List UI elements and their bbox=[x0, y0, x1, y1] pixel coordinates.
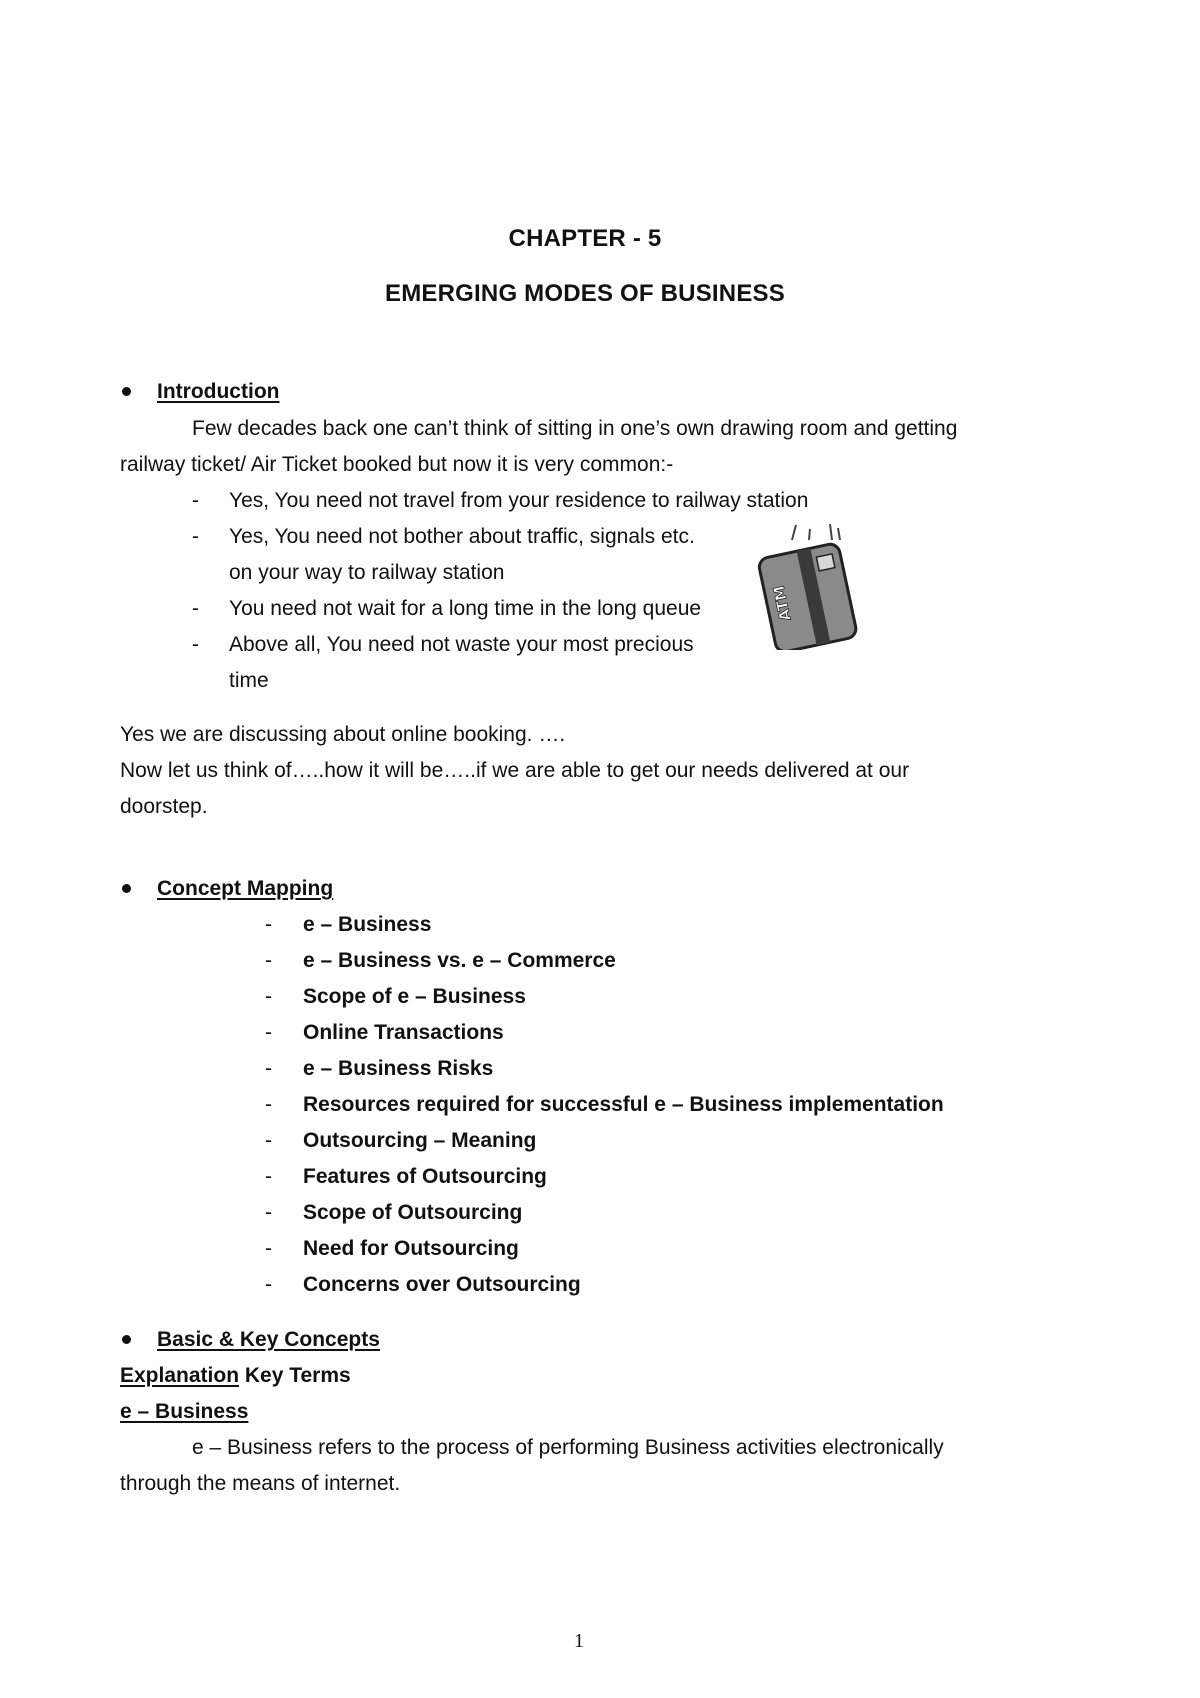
intro-point-continuation: on your way to railway station bbox=[229, 561, 505, 584]
dash-marker: - bbox=[192, 597, 199, 620]
dash-marker: - bbox=[265, 1165, 272, 1188]
definition-line-1: e – Business refers to the process of performing Business activities electronically bbox=[192, 1436, 944, 1459]
intro-paragraph-line-2: railway ticket/ Air Ticket booked but now it is very common:- bbox=[120, 453, 674, 476]
concept-mapping-heading: Concept Mapping bbox=[157, 877, 334, 900]
dash-marker: - bbox=[192, 525, 199, 548]
atm-label: ATM bbox=[769, 584, 795, 623]
chapter-label: CHAPTER - 5 bbox=[508, 225, 662, 252]
closing-line-2: Now let us think of…..how it will be…..if we are able to get our needs delivered at our bbox=[120, 759, 910, 782]
dash-marker: - bbox=[192, 489, 199, 512]
atm-card bbox=[758, 542, 858, 650]
dash-marker: - bbox=[265, 1021, 272, 1044]
introduction-heading: Introduction bbox=[157, 380, 280, 403]
intro-paragraph-line-1: Few decades back one can’t think of sitting in one’s own drawing room and getting bbox=[192, 417, 958, 440]
concept-item: e – Business Risks bbox=[303, 1057, 494, 1080]
concept-item: Need for Outsourcing bbox=[303, 1237, 519, 1260]
dash-marker: - bbox=[265, 985, 272, 1008]
dash-marker: - bbox=[192, 633, 199, 656]
concept-item: e – Business bbox=[303, 913, 432, 936]
intro-point: Yes, You need not travel from your residence to railway station bbox=[229, 489, 809, 512]
term-heading: e – Business bbox=[120, 1400, 249, 1423]
page-number: 1 bbox=[574, 1630, 584, 1652]
atm-card-image bbox=[752, 520, 862, 650]
bullet-icon bbox=[122, 884, 131, 893]
closing-line-1: Yes we are discussing about online booking. …. bbox=[120, 723, 566, 746]
dash-marker: - bbox=[265, 1093, 272, 1116]
intro-point: Above all, You need not waste your most precious bbox=[229, 633, 694, 656]
dash-marker: - bbox=[265, 1057, 272, 1080]
bullet-icon bbox=[122, 1335, 131, 1344]
dash-marker: - bbox=[265, 1201, 272, 1224]
dash-marker: - bbox=[265, 1237, 272, 1260]
concept-item: Features of Outsourcing bbox=[303, 1165, 547, 1188]
explanation-label: Explanation bbox=[120, 1364, 240, 1387]
concept-item: Concerns over Outsourcing bbox=[303, 1273, 581, 1296]
intro-point: You need not wait for a long time in the long queue bbox=[229, 597, 702, 620]
basic-concepts-heading: Basic & Key Concepts bbox=[157, 1328, 380, 1351]
explanation-key-terms bbox=[120, 1358, 351, 1394]
closing-line-3: doorstep. bbox=[120, 795, 208, 818]
chapter-title: EMERGING MODES OF BUSINESS bbox=[385, 280, 785, 307]
dash-marker: - bbox=[265, 949, 272, 972]
concept-item: Online Transactions bbox=[303, 1021, 504, 1044]
concept-item: e – Business vs. e – Commerce bbox=[303, 949, 616, 972]
concept-item: Resources required for successful e – Business implementation bbox=[303, 1093, 944, 1116]
concept-item: Outsourcing – Meaning bbox=[303, 1129, 537, 1152]
concept-item: Scope of Outsourcing bbox=[303, 1201, 523, 1224]
intro-point: Yes, You need not bother about traffic, signals etc. bbox=[229, 525, 695, 548]
dash-marker: - bbox=[265, 1129, 272, 1152]
key-terms-label: Key Terms bbox=[239, 1364, 351, 1387]
motion-lines bbox=[792, 524, 840, 540]
concept-item: Scope of e – Business bbox=[303, 985, 526, 1008]
intro-point-continuation: time bbox=[229, 669, 269, 692]
bullet-icon bbox=[122, 387, 131, 396]
dash-marker: - bbox=[265, 913, 272, 936]
definition-line-2: through the means of internet. bbox=[120, 1472, 401, 1495]
dash-marker: - bbox=[265, 1273, 272, 1296]
